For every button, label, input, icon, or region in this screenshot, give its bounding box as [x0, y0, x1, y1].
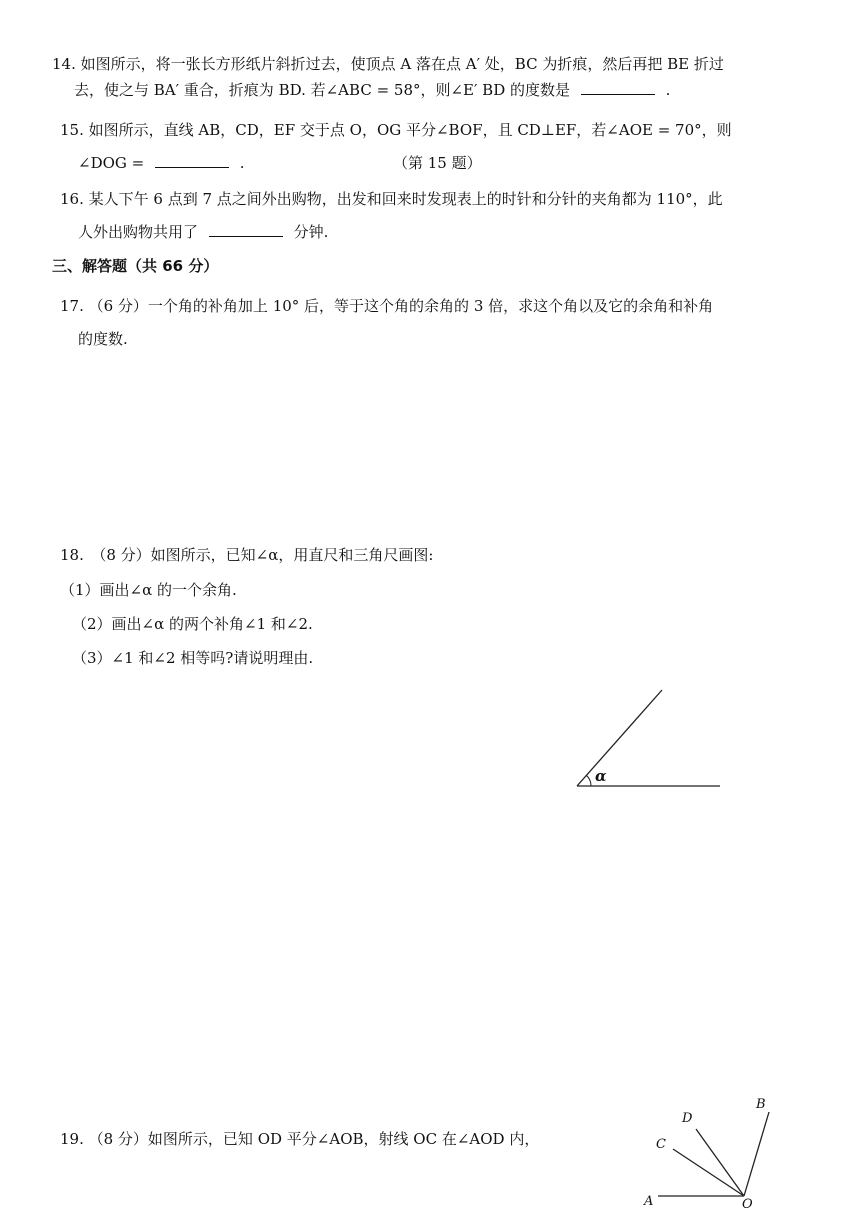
q15-line2-text: ∠DOG =	[78, 154, 145, 172]
angle-aob-figure	[640, 1092, 780, 1216]
q15-figure-caption: （第 15 题）	[393, 154, 482, 172]
q18-part1: （1）画出∠α 的一个余角.	[60, 581, 237, 599]
label-O: O	[742, 1197, 753, 1212]
q14-line2-end: .	[665, 81, 671, 99]
q15-answer-blank[interactable]	[155, 153, 229, 168]
ray-OB	[744, 1112, 769, 1196]
q18-line1: 18. （8 分）如图所示，已知∠α，用直尺和三角尺画图:	[60, 546, 434, 564]
q18-part2: （2）画出∠α 的两个补角∠1 和∠2.	[72, 615, 313, 633]
q14-line1: 14. 如图所示，将一张长方形纸片斜折过去，使顶点 A 落在点 A′ 处，BC 为折痕，然后再把 BE 折过	[52, 55, 724, 73]
q14-line2-text: 去，使之与 BA′ 重合，折痕为 BD. 若∠ABC = 58°，则∠E′ BD 的度数是	[74, 81, 570, 99]
q17-line2: 的度数.	[78, 330, 128, 348]
label-B: B	[756, 1097, 766, 1112]
alpha-label: α	[595, 767, 607, 785]
ray-OC	[673, 1149, 744, 1196]
label-C: C	[656, 1137, 666, 1152]
q16-line2	[78, 222, 328, 242]
q16-answer-blank[interactable]	[209, 222, 283, 237]
section-heading: 三、解答题（共 66 分）	[52, 257, 219, 275]
alpha-arc	[586, 775, 591, 786]
label-D: D	[682, 1111, 693, 1126]
q16-line1: 16. 某人下午 6 点到 7 点之间外出购物，出发和回来时发现表上的时针和分针的夹角都为 110°，此	[60, 190, 723, 208]
q16-line2-text: 人外出购物共用了	[78, 223, 199, 241]
q15-line2	[78, 153, 245, 173]
ray-OD	[696, 1129, 744, 1196]
q18-part3: （3）∠1 和∠2 相等吗?请说明理由.	[72, 649, 314, 667]
q14-answer-blank[interactable]	[581, 80, 655, 95]
angle-alpha-figure	[570, 685, 730, 795]
q15-line2-end: .	[239, 154, 245, 172]
q16-line2-end: 分钟.	[293, 223, 329, 241]
q15-line1: 15. 如图所示，直线 AB，CD，EF 交于点 O，OG 平分∠BOF，且 CD⊥EF，若∠AOE = 70°，则	[60, 121, 732, 139]
q14-line2	[74, 80, 670, 100]
label-A: A	[644, 1194, 654, 1209]
q17-line1: 17. （6 分）一个角的补角加上 10° 后，等于这个角的余角的 3 倍，求这个角以及它的余角和补角	[60, 297, 714, 315]
alpha-oblique-ray	[577, 690, 662, 786]
q19-line1: 19. （8 分）如图所示，已知 OD 平分∠AOB，射线 OC 在∠AOD 内，	[60, 1130, 540, 1148]
